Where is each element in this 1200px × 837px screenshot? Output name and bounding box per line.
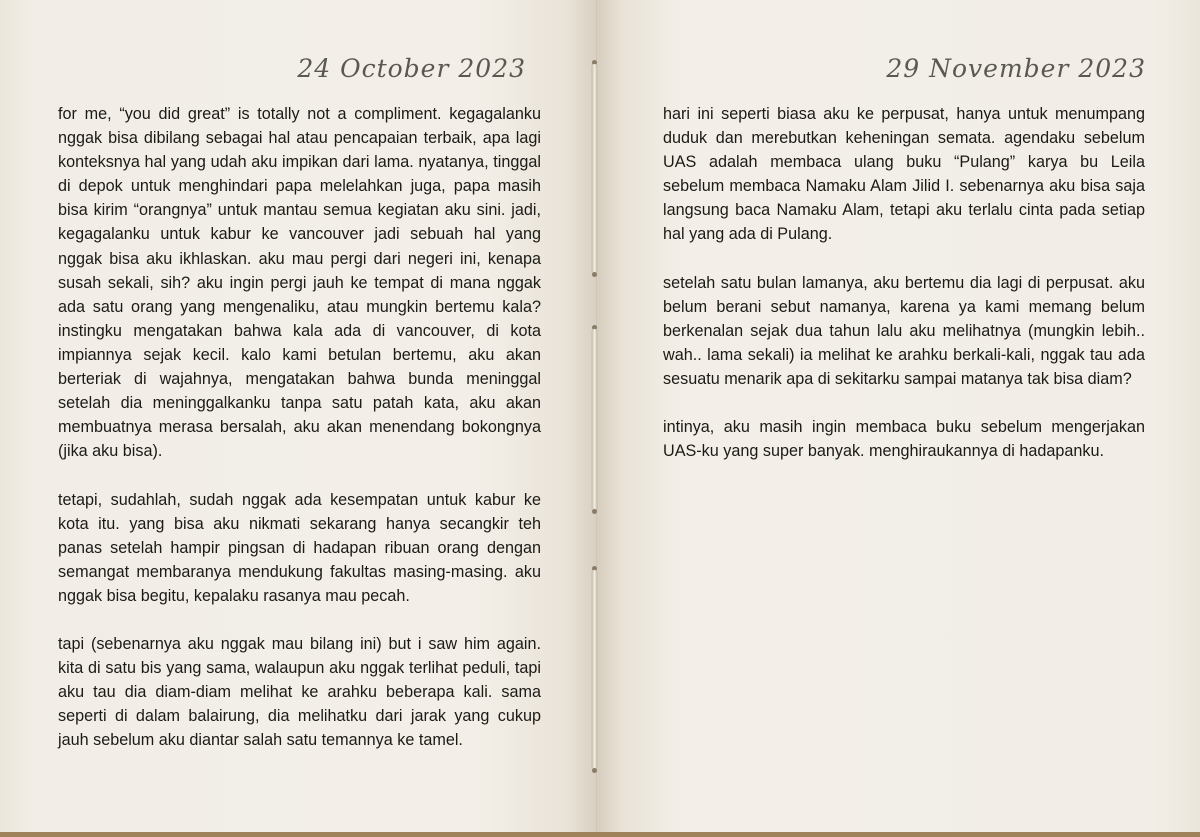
binding-hole: [592, 272, 597, 277]
book-cover-edge: [0, 832, 1200, 837]
left-paragraph-1: for me, “you did great” is totally not a compliment. kegagalanku nggak bisa dibilang sebagai hal atau pencapaian terbaik, apa lagi konteksnya hal yang udah aku impikan dari lama. nyatanya, tinggal di depok untuk menghindari papa melelahkan juga, papa masih bisa kirim “orangnya” untuk mantau semua kegiatan aku sini. jadi, kegagalanku untuk kabur ke vancouver jadi sebuah hal yang nggak bisa aku ikhlaskan. aku mau pergi dari negeri ini, kenapa susah sekali, sih? aku ingin pergi jauh ke tempat di mana nggak ada satu orang yang mengenaliku, atau mungkin bertemu kala? instingku mengatakan bahwa kala ada di vancouver, di kota impiannya sejak kecil. kalo kami betulan bertemu, aku akan berteriak di wajahnya, mengatakan bahwa bunda meninggal setelah dia meninggalkanku tanpa satu patah kata, aku akan membuatnya merasa bersalah, aku akan menendang bokongnya (jika aku bisa).: [58, 105, 541, 461]
binding-stitch: [592, 329, 597, 511]
binding-stitch: [592, 64, 597, 274]
left-page: [0, 0, 597, 832]
left-page-text: [58, 102, 541, 777]
left-paragraph-3: tapi (sebenarnya aku nggak mau bilang ini) but i saw him again. kita di satu bis yang sama, walaupun aku nggak terlihat peduli, tapi aku tau dia diam-diam melihat ke arahku beberapa kali. sama seperti di dalam balairung, dia melihatku dari jarak yang cukup jauh sebelum aku diantar salah satu temannya ke tamel.: [58, 635, 541, 750]
right-paragraph-2: setelah satu bulan lamanya, aku bertemu dia lagi di perpusat. aku belum berani sebut namanya, karena ya kami memang belum berkenalan sejak dua tahun lalu aku melihatnya (mungkin lebih.. wah.. lama sekali) ia melihat ke arahku berkali-kali, nggak tau ada sesuatu menarik apa di sekitarku sampai matanya tak bisa diam?: [663, 273, 1145, 389]
binding-hole: [592, 509, 597, 514]
left-paragraph-2: tetapi, sudahlah, sudah nggak ada kesempatan untuk kabur ke kota itu. yang bisa aku nikmati sekarang hanya secangkir teh panas setelah hampir pingsan di hadapan ribuan orang dengan semangat membaranya mendukung fakultas masing-masing. aku nggak bisa begitu, kepalaku rasanya mau pecah.: [58, 490, 541, 605]
right-paragraph-3: intinya, aku masih ingin membaca buku sebelum mengerjakan UAS-ku yang super banyak. menghiraukannya di hadapanku.: [663, 418, 1145, 461]
right-paragraph-1: hari ini seperti biasa aku ke perpusat, hanya untuk menumpang duduk dan merebutkan keheningan semata. agendaku sebelum UAS adalah membaca ulang buku “Pulang” karya bu Leila sebelum membaca Namaku Alam Jilid I. sebenarnya aku bisa saja langsung baca Namaku Alam, tetapi aku terlalu cinta pada setiap hal yang ada di Pulang.: [663, 105, 1145, 244]
binding-hole: [592, 768, 597, 773]
right-page-date: 29 November 2023: [886, 54, 1146, 83]
left-page-date: 24 October 2023: [297, 54, 526, 83]
binding-stitch: [592, 570, 597, 770]
right-page: [597, 0, 1200, 832]
right-page-text: [663, 102, 1145, 488]
